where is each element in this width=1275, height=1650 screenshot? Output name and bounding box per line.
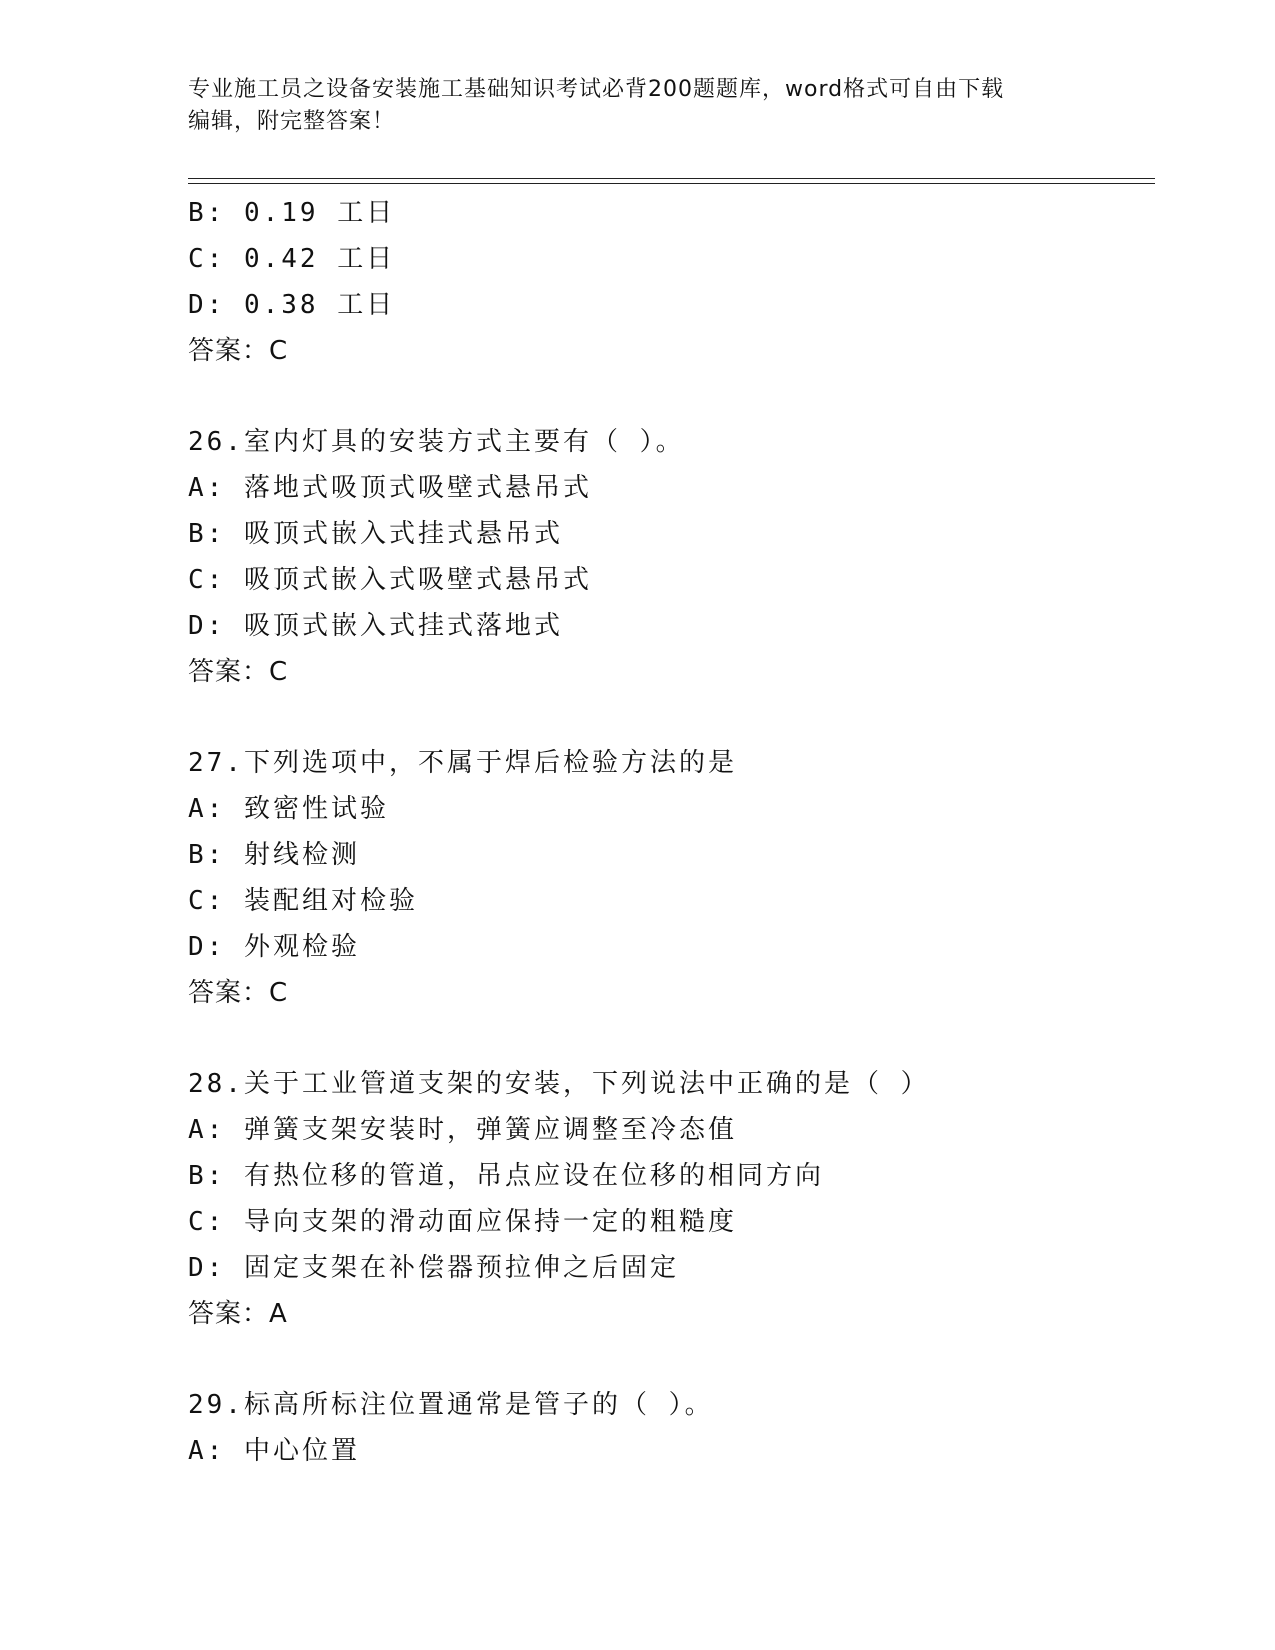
option-d: D: 0.38 工日 (188, 290, 396, 320)
question-text: 26.室内灯具的安装方式主要有（ ）。 (188, 427, 685, 457)
question-28 (188, 1061, 1148, 1337)
answer: 答案：A (188, 1299, 288, 1329)
option-d: D: 固定支架在补偿器预拉伸之后固定 (188, 1253, 679, 1283)
document-header (188, 74, 1088, 138)
header-line-2: 编辑，附完整答案！ (188, 109, 396, 134)
header-rule-bottom (188, 183, 1155, 184)
question-text: 27.下列选项中，不属于焊后检验方法的是 (188, 748, 737, 778)
option-b: B: 有热位移的管道，吊点应设在位移的相同方向 (188, 1161, 824, 1191)
option-b: B: 吸顶式嵌入式挂式悬吊式 (188, 519, 563, 549)
document-body (188, 190, 1148, 1474)
option-a: A: 弹簧支架安装时，弹簧应调整至冷态值 (188, 1115, 737, 1145)
option-b: B: 射线检测 (188, 840, 360, 870)
answer: 答案：C (188, 336, 289, 366)
option-c: C: 吸顶式嵌入式吸壁式悬吊式 (188, 565, 592, 595)
question-26 (188, 419, 1148, 695)
option-c: C: 装配组对检验 (188, 886, 418, 916)
question-text: 28.关于工业管道支架的安装，下列说法中正确的是（ ） (188, 1069, 930, 1099)
answer: 答案：C (188, 657, 289, 687)
question-text: 29.标高所标注位置通常是管子的（ ）。 (188, 1390, 714, 1420)
header-line-1: 专业施工员之设备安装施工基础知识考试必背200题题库，word格式可自由下载 (188, 77, 1005, 102)
question-27 (188, 740, 1148, 1016)
question-29 (188, 1382, 1148, 1474)
option-a: A: 落地式吸顶式吸壁式悬吊式 (188, 473, 592, 503)
answer: 答案：C (188, 978, 289, 1008)
option-c: C: 导向支架的滑动面应保持一定的粗糙度 (188, 1207, 737, 1237)
option-a: A: 中心位置 (188, 1436, 360, 1466)
option-c: C: 0.42 工日 (188, 244, 396, 274)
option-d: D: 吸顶式嵌入式挂式落地式 (188, 611, 563, 641)
option-b: B: 0.19 工日 (188, 198, 396, 228)
option-d: D: 外观检验 (188, 932, 360, 962)
option-a: A: 致密性试验 (188, 794, 389, 824)
header-rule-top (188, 178, 1155, 179)
question-25-continued (188, 190, 1148, 374)
